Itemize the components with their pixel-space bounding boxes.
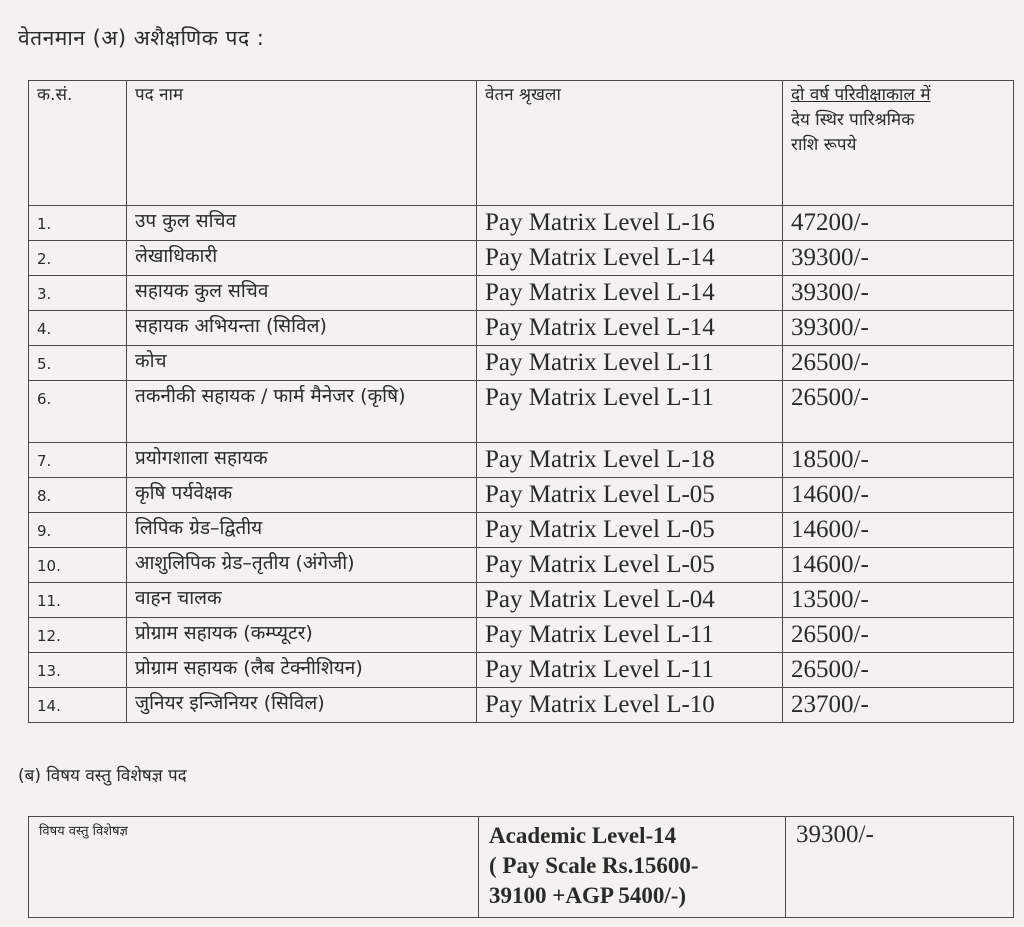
row-pay-level: Pay Matrix Level L-18 bbox=[477, 443, 783, 478]
table-row bbox=[29, 688, 1014, 723]
row-serial: 9. bbox=[29, 513, 127, 548]
row-pay-level: Pay Matrix Level L-04 bbox=[477, 583, 783, 618]
table-row bbox=[29, 548, 1014, 583]
row-pay-level: Pay Matrix Level L-11 bbox=[477, 653, 783, 688]
header-post-name: पद नाम bbox=[127, 81, 477, 206]
row-serial: 13. bbox=[29, 653, 127, 688]
row-post-name: प्रयोगशाला सहायक bbox=[127, 443, 477, 478]
row-serial: 11. bbox=[29, 583, 127, 618]
table-header-row bbox=[29, 81, 1014, 206]
row-pay-level: Pay Matrix Level L-10 bbox=[477, 688, 783, 723]
table-row bbox=[29, 381, 1014, 443]
table-row bbox=[29, 276, 1014, 311]
row-post-name: जुनियर इन्जिनियर (सिविल) bbox=[127, 688, 477, 723]
row-pay-level: Pay Matrix Level L-14 bbox=[477, 311, 783, 346]
row-post-name: उप कुल सचिव bbox=[127, 206, 477, 241]
table-row bbox=[29, 206, 1014, 241]
row-amount: 39300/- bbox=[783, 276, 1014, 311]
row-pay-level: Pay Matrix Level L-14 bbox=[477, 276, 783, 311]
row-amount: 23700/- bbox=[783, 688, 1014, 723]
row-pay-level: Pay Matrix Level L-05 bbox=[477, 513, 783, 548]
row-serial: 4. bbox=[29, 311, 127, 346]
row-serial: 1. bbox=[29, 206, 127, 241]
smss-pay-line-1: Academic Level-14 bbox=[489, 823, 677, 848]
row-pay-level: Pay Matrix Level L-14 bbox=[477, 241, 783, 276]
table-row bbox=[29, 241, 1014, 276]
row-amount: 14600/- bbox=[783, 548, 1014, 583]
row-post-name: सहायक कुल सचिव bbox=[127, 276, 477, 311]
subject-matter-specialist-table bbox=[28, 816, 1014, 918]
table-row bbox=[29, 311, 1014, 346]
header-amount-line-1: दो वर्ष परिवीक्षाकाल में bbox=[791, 85, 931, 105]
row-post-name: प्रोग्राम सहायक (कम्प्यूटर) bbox=[127, 618, 477, 653]
row-amount: 39300/- bbox=[783, 241, 1014, 276]
table-row bbox=[29, 443, 1014, 478]
smss-pay-scale bbox=[479, 817, 786, 918]
row-pay-level: Pay Matrix Level L-11 bbox=[477, 381, 783, 443]
smss-pay-line-2: ( Pay Scale Rs.15600- bbox=[489, 853, 699, 878]
section-b-heading: (ब) विषय वस्तु विशेषज्ञ पद bbox=[18, 766, 187, 786]
row-serial: 14. bbox=[29, 688, 127, 723]
table-row bbox=[29, 346, 1014, 381]
table-row bbox=[29, 513, 1014, 548]
row-serial: 6. bbox=[29, 381, 127, 443]
non-academic-pay-table bbox=[28, 80, 1014, 723]
row-post-name: कोच bbox=[127, 346, 477, 381]
row-amount: 14600/- bbox=[783, 478, 1014, 513]
row-amount: 14600/- bbox=[783, 513, 1014, 548]
row-serial: 8. bbox=[29, 478, 127, 513]
header-pay-scale: वेतन श्रृखला bbox=[477, 81, 783, 206]
row-pay-level: Pay Matrix Level L-11 bbox=[477, 346, 783, 381]
smss-pay-line-3: 39100 +AGP 5400/-) bbox=[489, 883, 687, 908]
row-pay-level: Pay Matrix Level L-16 bbox=[477, 206, 783, 241]
row-serial: 3. bbox=[29, 276, 127, 311]
page-heading: वेतनमान (अ) अशैक्षणिक पद : bbox=[18, 26, 265, 50]
row-pay-level: Pay Matrix Level L-11 bbox=[477, 618, 783, 653]
row-post-name: तकनीकी सहायक / फार्म मैनेजर (कृषि) bbox=[127, 381, 477, 443]
row-post-name: लिपिक ग्रेड–द्वितीय bbox=[127, 513, 477, 548]
row-serial: 10. bbox=[29, 548, 127, 583]
header-amount-line-3: राशि रूपये bbox=[791, 135, 857, 155]
row-amount: 39300/- bbox=[783, 311, 1014, 346]
table-row bbox=[29, 817, 1014, 918]
table-row bbox=[29, 618, 1014, 653]
table-row bbox=[29, 478, 1014, 513]
row-amount: 26500/- bbox=[783, 346, 1014, 381]
row-post-name: आशुलिपिक ग्रेड–तृतीय (अंगेजी) bbox=[127, 548, 477, 583]
row-post-name: कृषि पर्यवेक्षक bbox=[127, 478, 477, 513]
row-serial: 12. bbox=[29, 618, 127, 653]
row-amount: 18500/- bbox=[783, 443, 1014, 478]
header-fixed-remuneration bbox=[783, 81, 1014, 206]
smss-amount: 39300/- bbox=[786, 817, 1014, 918]
row-serial: 5. bbox=[29, 346, 127, 381]
header-amount-line-2: देय स्थिर पारिश्रमिक bbox=[791, 110, 915, 130]
row-post-name: प्रोग्राम सहायक (लैब टेक्नीशियन) bbox=[127, 653, 477, 688]
smss-post-name: विषय वस्तु विशेषज्ञ bbox=[29, 817, 479, 918]
row-amount: 13500/- bbox=[783, 583, 1014, 618]
row-pay-level: Pay Matrix Level L-05 bbox=[477, 548, 783, 583]
table-row bbox=[29, 583, 1014, 618]
row-pay-level: Pay Matrix Level L-05 bbox=[477, 478, 783, 513]
row-amount: 26500/- bbox=[783, 618, 1014, 653]
row-post-name: वाहन चालक bbox=[127, 583, 477, 618]
row-amount: 26500/- bbox=[783, 653, 1014, 688]
header-serial-number: क.सं. bbox=[29, 81, 127, 206]
row-post-name: सहायक अभियन्ता (सिविल) bbox=[127, 311, 477, 346]
row-amount: 47200/- bbox=[783, 206, 1014, 241]
row-amount: 26500/- bbox=[783, 381, 1014, 443]
row-serial: 2. bbox=[29, 241, 127, 276]
row-post-name: लेखाधिकारी bbox=[127, 241, 477, 276]
table-row bbox=[29, 653, 1014, 688]
row-serial: 7. bbox=[29, 443, 127, 478]
